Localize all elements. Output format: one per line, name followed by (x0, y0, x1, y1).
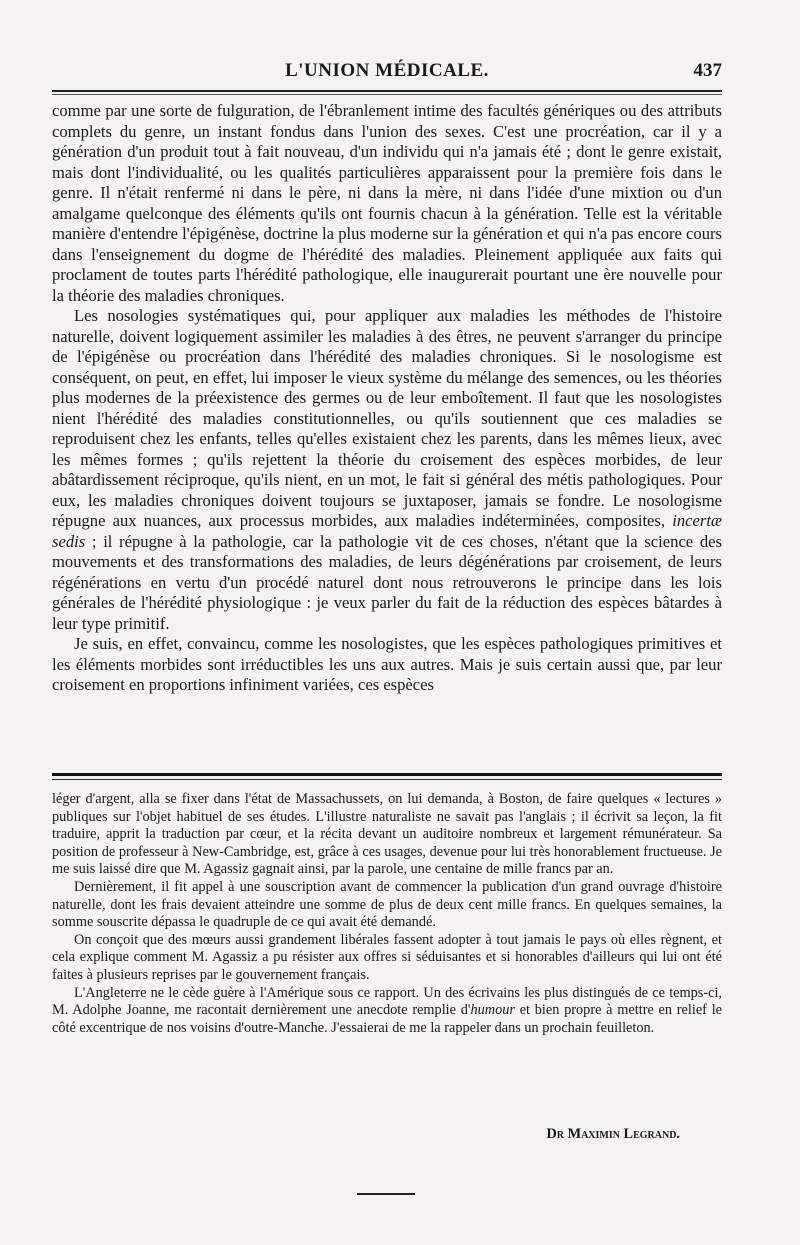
main-paragraph-3: Je suis, en effet, convaincu, comme les nosologistes, que les espèces pathologiques primitives et les éléments morbides sont irréductibles les uns aux autres. Mais je suis certain aussi que, par leur croisement en proportions infiniment variées, ces espèces (52, 634, 722, 694)
main-paragraph-2 (52, 306, 722, 634)
feuilleton-separator-thin (52, 779, 722, 780)
feuilleton-paragraph-4-part-b: et bien propre à mettre en relief le côté excentrique de nos voisins d'outre-Manche. J'essaierai de me la rappeler dans un prochain feuilleton. (52, 1002, 723, 1036)
header-rule (52, 90, 722, 92)
english-word: humour (470, 1002, 515, 1019)
feuilleton-paragraph-1: léger d'argent, alla se fixer dans l'état de Massachussets, on lui demanda, à Boston, de faire quelques « lectures » publiques sur l'objet habituel de ses études. L'illustre naturaliste ne savait pas l'anglais ; il écrivit sa leçon, la fit traduire, apprit la traduction par cœur, et la récita devant un auditoire nombreux et largement rémunérateur. Sa position de professeur à New-Cambridge, est, grâce à ces usages, devenue pour lui très honorablement fructueuse. Je me suis laissé dire que M. Agassiz gagnait ainsi, par la parole, une centaine de mille francs par an. (52, 791, 722, 878)
main-paragraph-1: comme par une sorte de fulguration, de l'ébranlement intime des facultés génériques ou des attributs complets du genre, un instant fondus dans l'union des sexes. C'est une procréation, car il y a génération d'un produit tout à fait nouveau, d'un individu qui n'a jamais été ; dont le genre existait, mais dont l'individualité, ou les qualités particulières apparaissent pour la première fois dans le genre. Il n'était renfermé ni dans le père, ni dans la mère, ni dans l'idée d'une mixtion ou d'un amalgame quelconque des éléments qu'ils ont fournis chacun à la génération. Telle est la véritable manière d'entendre l'épigénèse, doctrine la plus moderne sur la génération et qui n'a pas encore cours dans l'enseignement du dogme de l'hérédité des maladies. Pleinement appliquée aux faits qui proclament de toutes parts l'hérédité pathologique, elle inaugurerait pourtant une ère nouvelle pour la théorie des maladies chroniques. (52, 101, 722, 305)
main-paragraph-2-part-a: Les nosologies systématiques qui, pour appliquer aux maladies les méthodes de l'histoire naturelle, doivent logiquement assimiler les maladies à des êtres, ne peuvent s'arranger du principe de l'épigénèse ou procréation dans l'hérédité des maladies chroniques. Si le nosologisme est conséquent, on peut, en effet, lui imposer le vieux système du mélange des semences, ou les théories plus modernes de la préexistence des germes ou de leur emboîtement. Il faut que les nosologistes nient l'hérédité des maladies constitutionnelles, ou qu'ils soutiennent que ces maladies se reproduisent chez les enfants, telles qu'elles existaient chez les parents, dans les mêmes lieux, avec les mêmes formes ; qu'ils rejettent la théorie du croisement des espèces morbides, de leur abâtardissement réciproque, qu'ils nient, en un mot, le fait si général des métis pathologiques. Pour eux, les maladies chroniques doivent toujours se juxtaposer, jamais se fondre. Le nosologisme répugne aux nuances, aux processus morbides, aux maladies indéterminées, composites, (52, 306, 722, 530)
latin-phrase: incertæ sedis (52, 511, 722, 551)
main-paragraph-2-part-b: ; il répugne à la pathologie, car la pathologie vit de ces choses, n'étant que la science des mouvements et des transformations des maladies, de leurs dégénérations par croisement, de leurs régénérations en vertu d'un procédé naturel dont nous retrouverons le principe dans les lois générales de l'hérédité physiologique : je veux parler du fait de la réduction des espèces bâtardes à leur type primitif. (52, 531, 722, 633)
header-rule-thin (52, 94, 722, 95)
feuilleton-paragraph-2: Dernièrement, il fit appel à une souscription avant de commencer la publication d'un grand ouvrage d'histoire naturelle, dont les frais devaient atteindre une somme de plus de deux cent mille francs. En quelques semaines, la somme souscrite dépassa le quadruple de ce qui avait été demandé. (52, 878, 722, 931)
page-number: 437 (693, 60, 722, 81)
feuilleton-text (52, 791, 722, 1037)
feuilleton-paragraph-3: On conçoit que des mœurs aussi grandement libérales fassent adopter à tout jamais le pays où elles règnent, et cela explique comment M. Agassiz a pu résister aux offres si séduisantes et si honorables d'ailleurs qui lui ont été faites à plusieurs reprises par le gouvernement français. (52, 931, 722, 983)
end-rule (357, 1193, 415, 1195)
feuilleton-separator-thick (52, 773, 722, 776)
author-signature: Dr Maximin Legrand. (546, 1126, 680, 1142)
feuilleton-paragraph-4 (52, 985, 722, 1038)
running-title: L'UNION MÉDICALE. (285, 60, 489, 81)
main-article-text (52, 101, 722, 696)
feuilleton-paragraph-4-part-a: L'Angleterre ne le cède guère à l'Amérique sous ce rapport. Un des écrivains les plus distingués de ce temps-ci, M. Adolphe Joanne, me racontait dernièrement une anecdote remplie d' (52, 984, 722, 1019)
page-header (52, 58, 722, 88)
